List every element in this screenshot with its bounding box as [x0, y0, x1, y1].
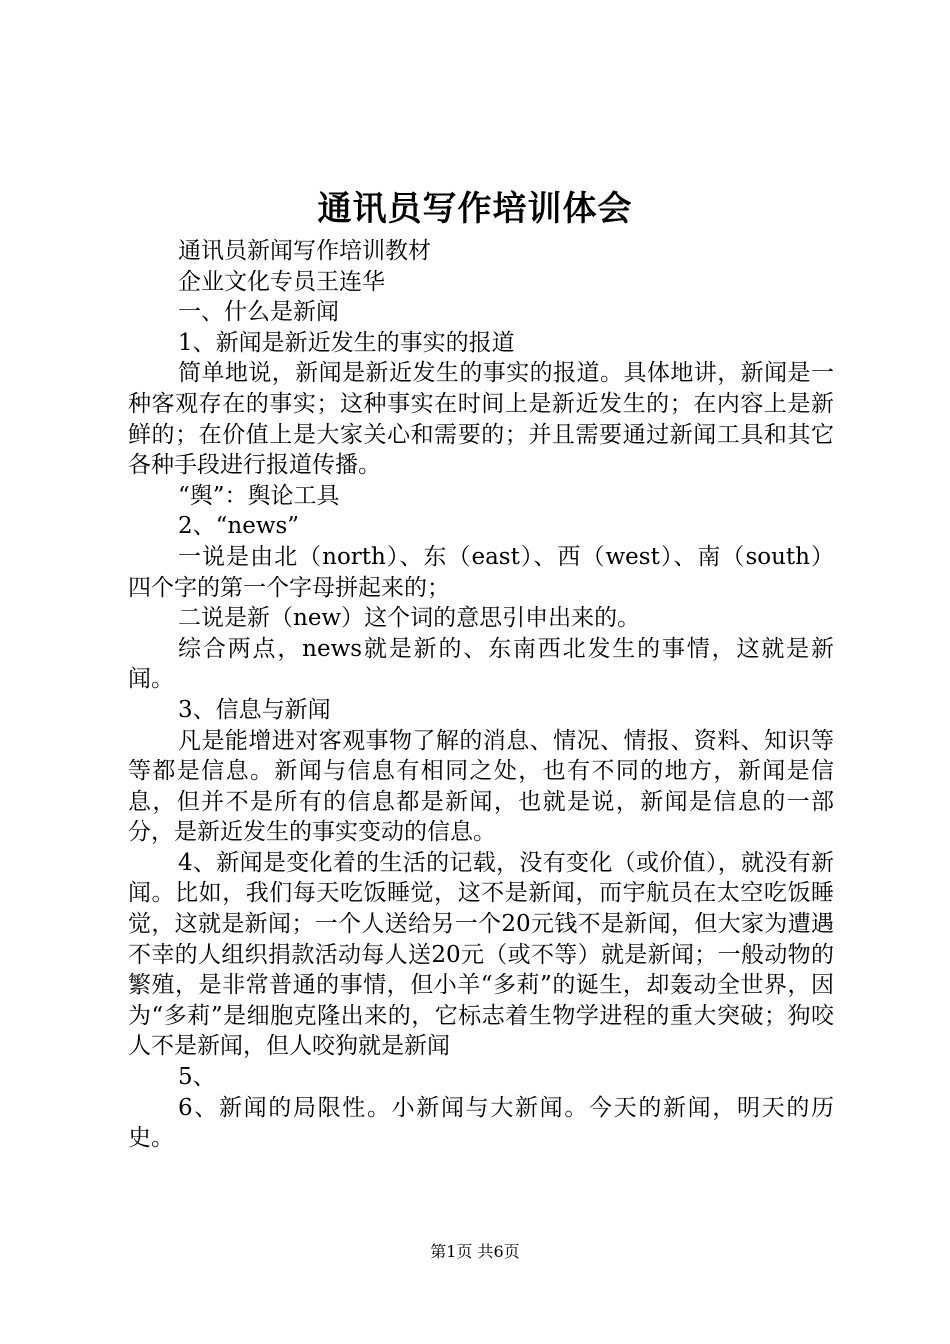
document-body: [128, 236, 834, 1154]
document-title: 通讯员写作培训体会: [317, 189, 633, 229]
paragraph-2: 企业文化专员王连华: [178, 268, 385, 295]
paragraph-10: 综合两点，news就是新的、东南西北发生的事情，这就是新闻。: [128, 635, 834, 693]
paragraph-13: 4、新闻是变化着的生活的记载，没有变化（或价值），就没有新闻。比如，我们每天吃饭睡觉，这不是新闻，而宇航员在太空吃饭睡觉，这就是新闻；一个人送给另一个20元钱不是新闻，但大家为遭遇不幸的人组织捐款活动每人送20元（或不等）就是新闻；一般动物的繁殖，是非常普通的事情，但小羊“多莉”的诞生，却轰动全世界，因为“多莉”是细胞克隆出来的，它标志着生物学进程的重大突破；狗咬人不是新闻，但人咬狗就是新闻: [128, 849, 834, 1060]
paragraph-14: 5、: [178, 1064, 216, 1091]
paragraph-7: 2、“news”: [178, 513, 300, 540]
paragraph-6: “舆”：舆论工具: [178, 482, 340, 509]
paragraph-3: 一、什么是新闻: [178, 299, 339, 326]
paragraph-1: 通讯员新闻写作培训教材: [178, 238, 431, 264]
paragraph-5: 简单地说，新闻是新近发生的事实的报道。具体地讲，新闻是一种客观存在的事实；这种事实在时间上是新近发生的；在内容上是新鲜的；在价值上是大家关心和需要的；并且需要通过新闻工具和其它各种手段进行报道传播。: [128, 360, 834, 479]
paragraph-11: 3、信息与新闻: [178, 696, 331, 723]
paragraph-12: 凡是能增进对客观事物了解的消息、情况、情报、资料、知识等等都是信息。新闻与信息有相同之处，也有不同的地方，新闻是信息，但并不是所有的信息都是新闻，也就是说，新闻是信息的一部分，是新近发生的事实变动的信息。: [128, 727, 834, 846]
paragraph-4: 1、新闻是新近发生的事实的报道: [178, 329, 515, 356]
paragraph-9: 二说是新（new）这个词的意思引申出来的。: [178, 605, 641, 632]
paragraph-8: 一说是由北（north）、东（east）、西（west）、南（south）四个字的第一个字母拼起来的；: [128, 543, 834, 601]
page-footer: 第1页 共6页: [430, 1242, 520, 1261]
paragraph-15: 6、新闻的局限性。小新闻与大新闻。今天的新闻，明天的历史。: [128, 1094, 834, 1152]
